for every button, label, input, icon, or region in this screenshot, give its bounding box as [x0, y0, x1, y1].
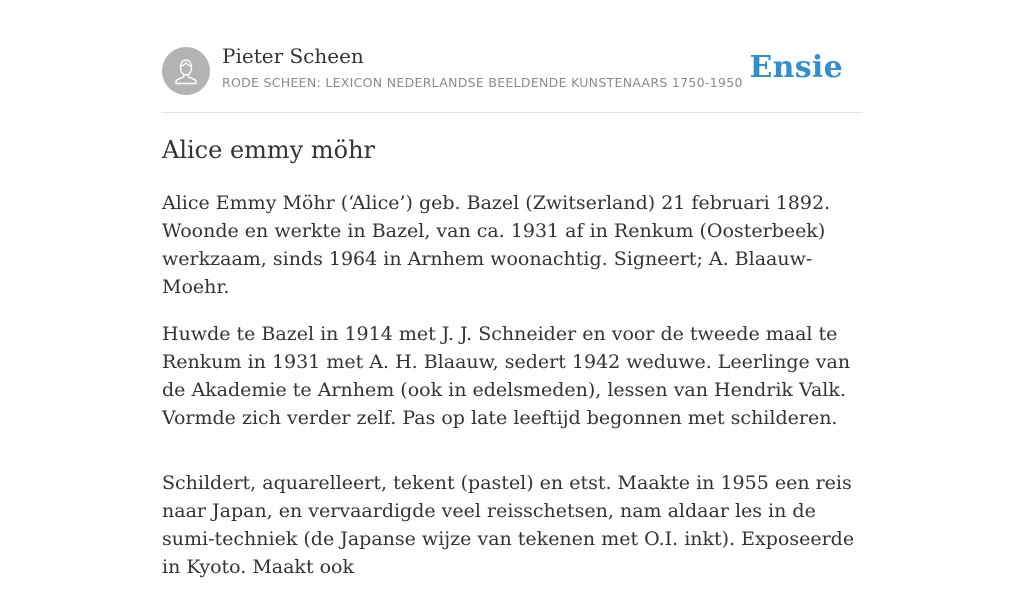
article-paragraph: Schildert, aquarelleert, tekent (pastel) en etst. Maakte in 1955 een reis naar Japan, en vervaardigde veel reisschetsen, nam aldaar les in de sumi-techniek (de Japanse wijze van tekenen met O.I. inkt). Exposeerde in Kyoto. Maakt ook — [162, 472, 855, 578]
source-name[interactable]: RODE SCHEEN: LEXICON NEDERLANDSE BEELDENDE KUNSTENAARS 1750-1950 — [222, 75, 743, 90]
user-avatar-icon[interactable] — [162, 47, 210, 95]
article-body — [162, 189, 862, 600]
page-container — [162, 0, 862, 578]
article-paragraph: Alice Emmy Möhr (‘Alice’) geb. Bazel (Zwitserland) 21 februari 1892. Woonde en werkte in Bazel, van ca. 1931 af in Renkum (Oosterbeek) werkzaam, sinds 1964 in Arnhem woonachtig. Signeert; A. Blaauw-Moehr. — [162, 192, 831, 298]
article-paragraph: Huwde te Bazel in 1914 met J. J. Schneider en voor de tweede maal te Renkum in 1931 met A. H. Blaauw, sedert 1942 weduwe. Leerlinge van de Akademie te Arnhem (ook in edelsmeden), lessen van Hendrik Valk. Vormde zich verder zelf. Pas op late leeftijd begonnen met schilderen. — [162, 323, 851, 429]
ensie-logo[interactable]: Ensie — [749, 50, 843, 85]
header — [162, 0, 862, 113]
author-name[interactable]: Pieter Scheen — [222, 44, 364, 68]
article-title: Alice emmy möhr — [162, 136, 375, 164]
